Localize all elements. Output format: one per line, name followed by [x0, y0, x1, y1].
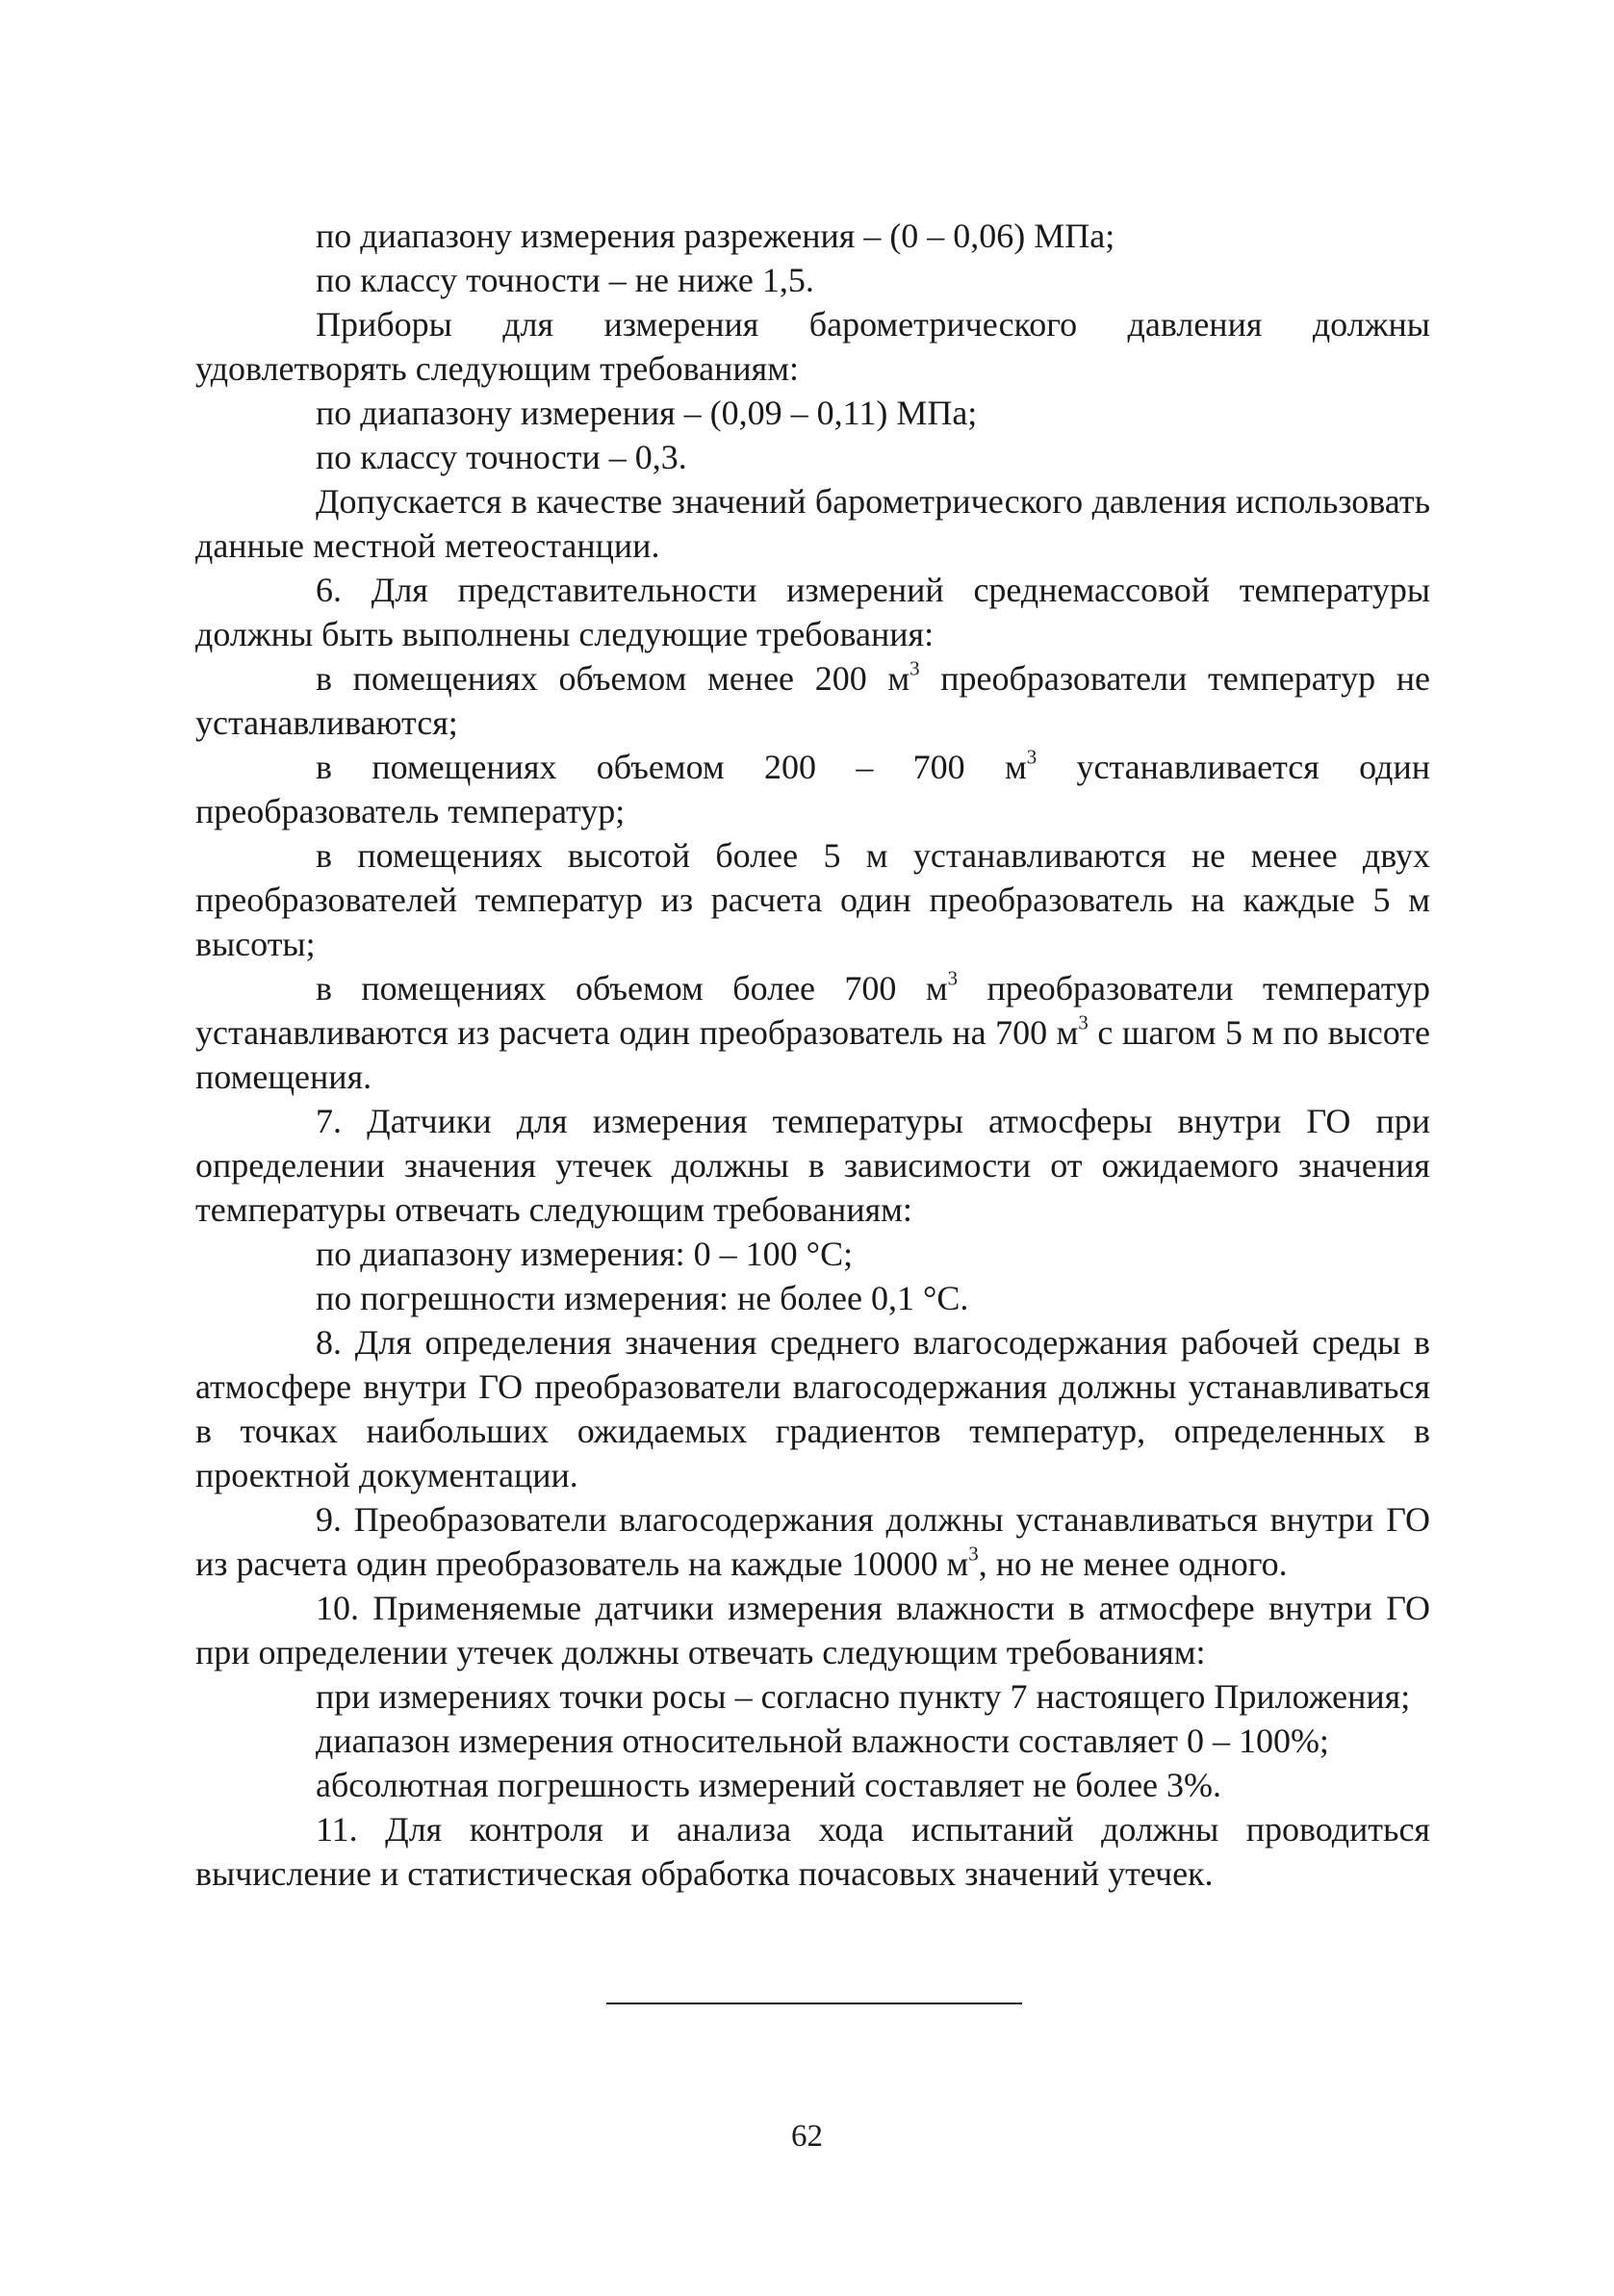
end-divider	[606, 2003, 1022, 2004]
body-text	[195, 214, 1430, 1896]
paragraph-volume-200-700: в помещениях объемом 200 – 700 $м^3$ устанавливается один преобразователь температур;	[195, 745, 1430, 830]
paragraph-barometer-intro: Приборы для измерения барометрического давления должны удовлетворять следующим требованиям:	[195, 305, 1430, 388]
paragraph-item-6: 6. Для представительности измерений среднемассовой температуры должны быть выполнены следующие требования:	[195, 571, 1430, 653]
paragraph-vacuum-range: по диапазону измерения разрежения – (0 – 0,06) МПа;	[316, 217, 1115, 255]
paragraph-vacuum-accuracy: по классу точности – не ниже 1,5.	[316, 261, 814, 299]
paragraph-temp-error: по погрешности измерения: не более 0,1 °С.	[316, 1279, 969, 1317]
paragraph-item-9: 9. Преобразователи влагосодержания должны устанавливаться внутри ГО из расчета один преобразователь на каждые 10000 $м^3$, но не менее одного.	[195, 1500, 1430, 1583]
paragraph-item-8: 8. Для определения значения среднего влагосодержания рабочей среды в атмосфере внутри ГО преобразователи влагосодержания должны устанавливаться в точках наибольших ожидаемых градиентов температур, определенных в проектной документации.	[195, 1323, 1430, 1494]
page-number: 62	[791, 2119, 823, 2154]
paragraph-volume-over-700: в помещениях объемом более 700 $м^3$ преобразователи температур устанавливаются из расчета один преобразователь на 700 $м^3$ с шагом 5 м по высоте помещения.	[195, 966, 1431, 1096]
paragraph-humidity-error: абсолютная погрешность измерений составляет не более 3%.	[316, 1766, 1222, 1804]
paragraph-item-10: 10. Применяемые датчики измерения влажности в атмосфере внутри ГО при определении утечек должны отвечать следующим требованиям:	[195, 1589, 1430, 1671]
paragraph-volume-under-200: в помещениях объемом менее 200 $м^3$ преобразователи температур не устанавливаются;	[195, 656, 1430, 742]
paragraph-temp-range: по диапазону измерения: 0 – 100 °С;	[316, 1235, 854, 1273]
paragraph-weather-station: Допускается в качестве значений барометрического давления использовать данные местной метеостанции.	[195, 482, 1430, 565]
paragraph-height-over-5: в помещениях высотой более 5 м устанавливаются не менее двух преобразователей температур из расчета один преобразователь на каждые 5 м высоты;	[195, 836, 1430, 963]
paragraph-humidity-range: диапазон измерения относительной влажности составляет 0 – 100%;	[316, 1722, 1329, 1760]
paragraph-dew-point: при измерениях точки росы – согласно пункту 7 настоящего Приложения;	[316, 1677, 1411, 1716]
paragraph-barometer-range: по диапазону измерения – (0,09 – 0,11) МПа;	[316, 394, 978, 432]
paragraph-item-11: 11. Для контроля и анализа хода испытаний должны проводиться вычисление и статистическая обработка почасовых значений утечек.	[195, 1810, 1430, 1893]
paragraph-item-7: 7. Датчики для измерения температуры атмосферы внутри ГО при определении значения утечек должны в зависимости от ожидаемого значения температуры отвечать следующим требованиям:	[195, 1102, 1430, 1229]
paragraph-barometer-accuracy: по классу точности – 0,3.	[316, 438, 687, 476]
